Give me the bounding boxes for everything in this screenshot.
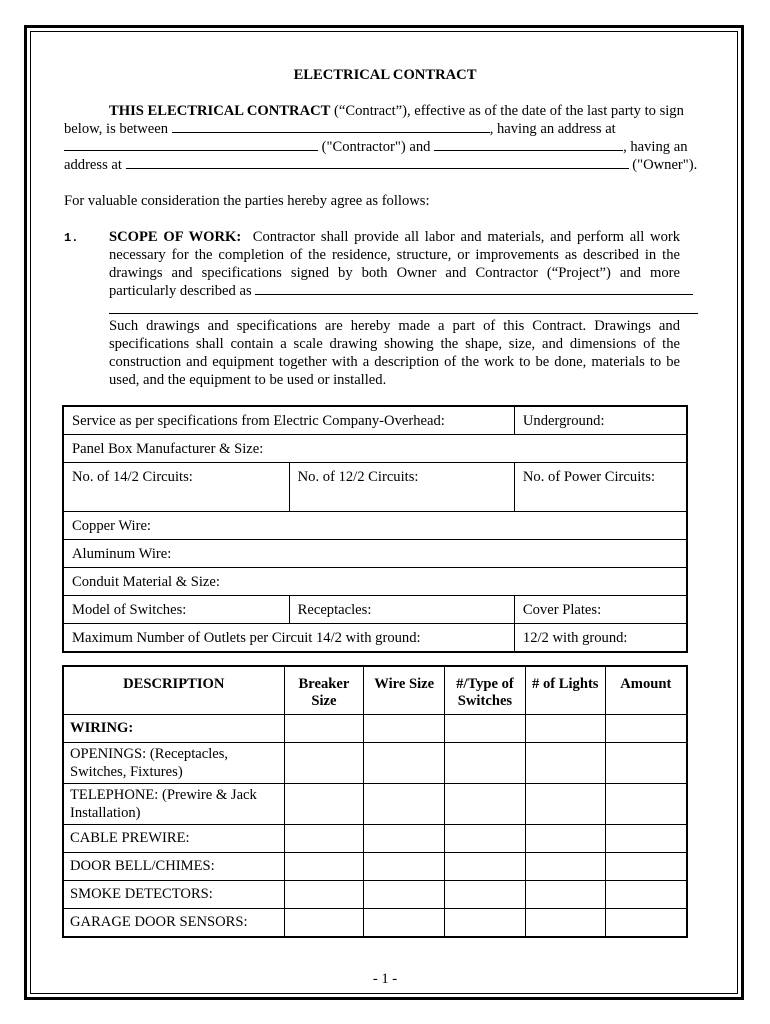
- row-label: CABLE PREWIRE:: [63, 824, 284, 852]
- table-cell[interactable]: [364, 880, 445, 908]
- circuits-14-2-cell[interactable]: No. of 14/2 Circuits:: [63, 463, 289, 512]
- row-label: SMOKE DETECTORS:: [63, 880, 284, 908]
- receptacles-cell[interactable]: Receptacles:: [289, 596, 514, 624]
- section1-para2-line-2: specifications shall contain a scale drawing showing the shape, size, and dimensions of the: [109, 336, 680, 352]
- cover-plates-cell[interactable]: Cover Plates:: [514, 596, 687, 624]
- row-label: DOOR BELL/CHIMES:: [63, 852, 284, 880]
- table-cell[interactable]: [445, 824, 526, 852]
- intro-line-4: [64, 156, 697, 174]
- section1-line-3: drawings and specifications signed by both Owner and Contractor (“Project”) and more: [109, 265, 680, 281]
- table-cell[interactable]: [605, 852, 687, 880]
- table-cell[interactable]: [445, 714, 526, 742]
- table-cell[interactable]: [605, 783, 687, 824]
- intro-line-2: [64, 120, 616, 138]
- header-description: DESCRIPTION: [63, 666, 284, 714]
- contractor-address-blank[interactable]: [64, 138, 318, 151]
- owner-tag: ("Owner").: [628, 157, 698, 173]
- table-row: [63, 852, 687, 880]
- intro-line-3: [64, 138, 688, 156]
- table-cell[interactable]: [284, 824, 364, 852]
- section1-line-1: [109, 228, 680, 246]
- table-cell[interactable]: [284, 742, 364, 783]
- section1-para2-line-4: used, and the equipment to be used or installed.: [109, 372, 387, 388]
- document-title: ELECTRICAL CONTRACT: [293, 67, 477, 83]
- table-cell[interactable]: [605, 880, 687, 908]
- table-cell[interactable]: [284, 783, 364, 824]
- table-cell[interactable]: [284, 714, 364, 742]
- power-circuits-cell[interactable]: No. of Power Circuits:: [514, 463, 687, 512]
- table-cell[interactable]: [364, 742, 445, 783]
- row-label: TELEPHONE: (Prewire & Jack Installation): [63, 783, 284, 824]
- header-amount: Amount: [605, 666, 687, 714]
- circuits-12-2-cell[interactable]: No. of 12/2 Circuits:: [289, 463, 514, 512]
- table-cell[interactable]: [525, 880, 605, 908]
- table-cell[interactable]: [525, 783, 605, 824]
- table-cell[interactable]: [605, 742, 687, 783]
- intro-having-an: , having an: [623, 139, 688, 155]
- intro-between: below, is between: [64, 121, 169, 137]
- row-label: GARAGE DOOR SENSORS:: [63, 908, 284, 937]
- table-cell[interactable]: [525, 852, 605, 880]
- table-row: [63, 540, 687, 568]
- table-cell[interactable]: [445, 742, 526, 783]
- table-cell[interactable]: [445, 852, 526, 880]
- max-outlets-cell[interactable]: Maximum Number of Outlets per Circuit 14/2 with ground:: [63, 624, 514, 653]
- contractor-name-blank[interactable]: [172, 120, 490, 133]
- owner-name-blank[interactable]: [434, 138, 623, 151]
- switches-model-cell[interactable]: Model of Switches:: [63, 596, 289, 624]
- section-heading: SCOPE OF WORK:: [109, 229, 242, 245]
- table-row: [63, 568, 687, 596]
- table-cell[interactable]: [364, 783, 445, 824]
- table-cell[interactable]: [364, 714, 445, 742]
- page-number: - 1 -: [372, 971, 398, 987]
- aluminum-wire-cell[interactable]: Aluminum Wire:: [63, 540, 687, 568]
- panel-box-cell[interactable]: Panel Box Manufacturer & Size:: [63, 435, 687, 463]
- table-row: [63, 742, 687, 783]
- intro-address-label: address at: [64, 157, 122, 173]
- contractor-tag: ("Contractor") and: [318, 139, 435, 155]
- intro-bold-lead: THIS ELECTRICAL CONTRACT: [109, 103, 331, 119]
- table-cell[interactable]: [284, 852, 364, 880]
- row-label: WIRING:: [63, 714, 284, 742]
- header-type-switches: #/Type of Switches: [445, 666, 526, 714]
- table-cell[interactable]: [605, 908, 687, 937]
- owner-address-blank[interactable]: [126, 156, 629, 169]
- table-cell[interactable]: [445, 880, 526, 908]
- table-cell[interactable]: [445, 783, 526, 824]
- table-row: [63, 624, 687, 653]
- table-cell[interactable]: [284, 880, 364, 908]
- table-header-row: [63, 666, 687, 714]
- table-row: [63, 596, 687, 624]
- table-cell[interactable]: [445, 908, 526, 937]
- row-label: OPENINGS: (Receptacles, Switches, Fixtures): [63, 742, 284, 783]
- table-row: [63, 908, 687, 937]
- section1-line1-text: Contractor shall provide all labor and materials, and perform all work: [252, 229, 681, 245]
- underground-cell[interactable]: Underground:: [514, 406, 687, 435]
- consideration-text: For valuable consideration the parties hereby agree as follows:: [64, 193, 430, 209]
- table-cell[interactable]: [605, 824, 687, 852]
- ground-12-2-cell[interactable]: 12/2 with ground:: [514, 624, 687, 653]
- intro-line1-rest: (“Contract”), effective as of the date of the last party to sign: [330, 103, 684, 119]
- table-row: [63, 824, 687, 852]
- table-cell[interactable]: [525, 714, 605, 742]
- header-wire-size: Wire Size: [364, 666, 445, 714]
- intro-line-1: [109, 102, 684, 120]
- section1-para2-line-1: Such drawings and specifications are hereby made a part of this Contract. Drawings and: [109, 318, 680, 334]
- table-cell[interactable]: [364, 824, 445, 852]
- section1-line-4: [109, 282, 693, 300]
- table-cell[interactable]: [605, 714, 687, 742]
- table-row: [63, 435, 687, 463]
- described-as-label: particularly described as: [109, 283, 252, 299]
- specifications-table: [62, 405, 688, 653]
- table-row: [63, 406, 687, 435]
- table-cell[interactable]: [364, 852, 445, 880]
- section1-line-2: necessary for the completion of the residence, structure, or improvements as described in the: [109, 247, 680, 263]
- project-description-blank[interactable]: [255, 282, 693, 295]
- conduit-cell[interactable]: Conduit Material & Size:: [63, 568, 687, 596]
- table-row: [63, 463, 687, 512]
- project-description-blank-line-2[interactable]: [109, 313, 698, 314]
- table-row: [63, 880, 687, 908]
- table-cell[interactable]: [525, 908, 605, 937]
- table-cell[interactable]: [364, 908, 445, 937]
- header-lights: # of Lights: [525, 666, 605, 714]
- table-cell[interactable]: [284, 908, 364, 937]
- table-cell[interactable]: [525, 824, 605, 852]
- intro-address-at: , having an address at: [489, 121, 616, 137]
- section-number: 1.: [64, 231, 79, 245]
- header-breaker-size: Breaker Size: [284, 666, 364, 714]
- table-row: [63, 512, 687, 540]
- table-row: [63, 783, 687, 824]
- service-cell[interactable]: Service as per specifications from Electric Company-Overhead:: [63, 406, 514, 435]
- section1-para2-line-3: construction and equipment together with a description of the work to be done, materials to be: [109, 354, 680, 370]
- items-table: [62, 665, 688, 938]
- table-row: [63, 714, 687, 742]
- table-cell[interactable]: [525, 742, 605, 783]
- copper-wire-cell[interactable]: Copper Wire:: [63, 512, 687, 540]
